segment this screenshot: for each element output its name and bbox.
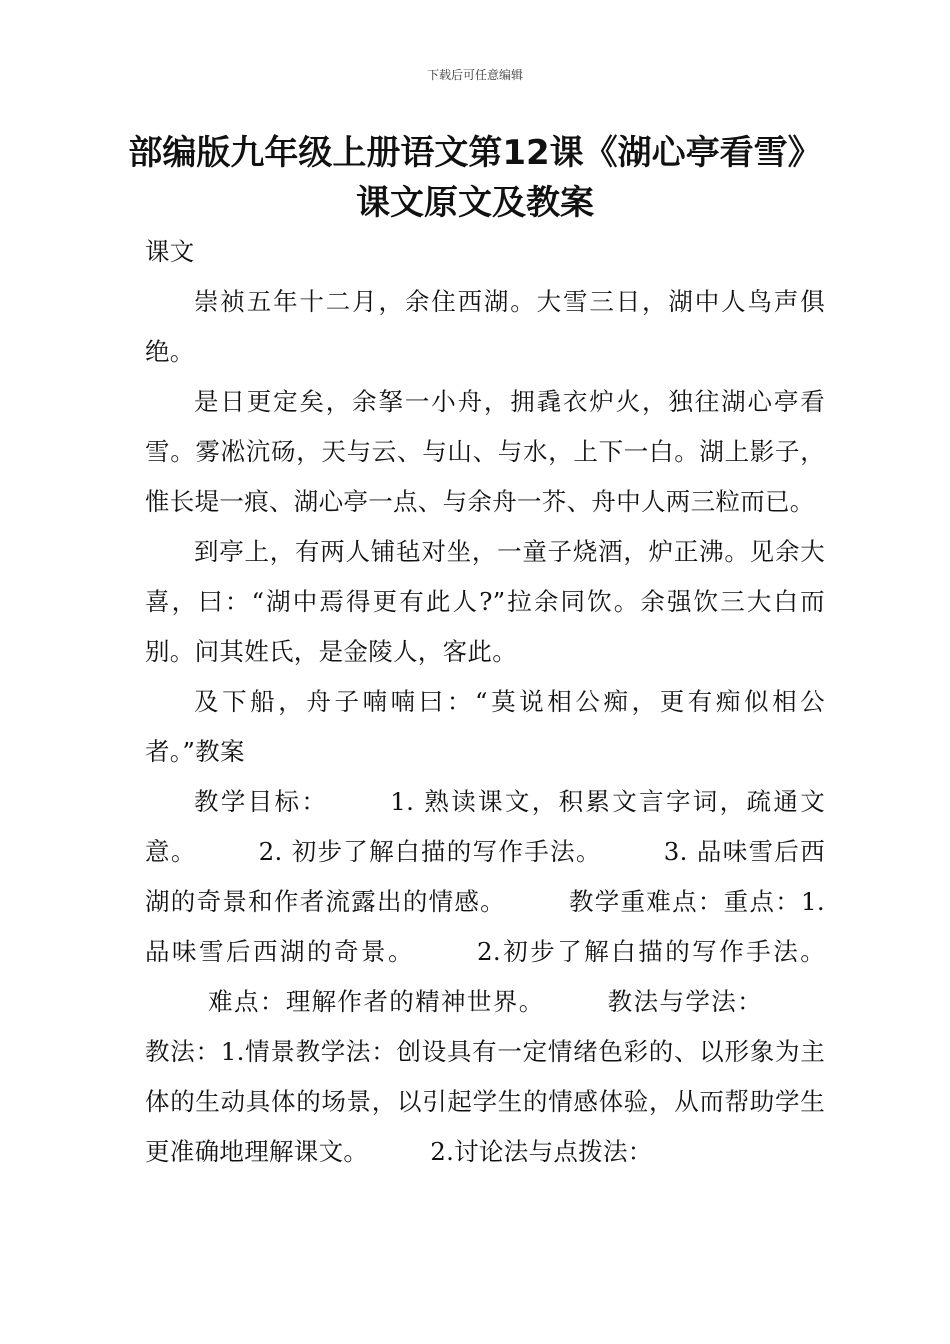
paragraph-4: 及下船，舟子喃喃曰：“莫说相公痴，更有痴似相公者。”教案 [145, 687, 825, 766]
paragraph-3: 到亭上，有两人铺毡对坐，一童子烧酒，炉正沸。见余大喜，曰：“湖中焉得更有此人?”拉余同饮。余强饮三大白而别。问其姓氏，是金陵人，客此。 [145, 537, 825, 666]
header-note: 下载后可任意编辑 [426, 68, 523, 82]
section-label: 课文 [145, 237, 195, 266]
key-points: 重点：1.品味雪后西湖的奇景。 [145, 887, 825, 966]
lesson-plan-paragraph [145, 777, 825, 1177]
difficulty: 难点：理解作者的精神世界。 [207, 987, 545, 1016]
objective-3: 3. 品味雪后西湖的奇景和作者流露出的情感。 [145, 837, 825, 916]
objective-2: 2. 初步了解白描的写作手法。 [258, 837, 602, 866]
objectives-label: 教学目标： [194, 787, 329, 816]
document-body [145, 227, 825, 1177]
key-points-2: 2.初步了解白描的写作手法。 [477, 937, 826, 966]
paragraph-1: 崇祯五年十二月，余住西湖。大雪三日，湖中人鸟声俱绝。 [145, 287, 825, 366]
document-title: 部编版九年级上册语文第12课《湖心亭看雪》课文原文及教案 [128, 133, 822, 223]
method-2: 2.讨论法与点拨法： [430, 1137, 653, 1166]
teaching-methods: 教法：1.情景教学法：创设具有一定情绪色彩的、以形象为主体的生动具体的场景，以引起学生的情感体验，从而帮助学生更准确地理解课文。 [145, 1037, 825, 1166]
key-points-label: 教学重难点： [567, 887, 724, 916]
methods-label: 教法与学法： [606, 987, 763, 1016]
objective-1: 1. 熟读课文，积累文言字词，疏通文意。 [145, 787, 825, 866]
paragraph-2: 是日更定矣，余拏一小舟，拥毳衣炉火，独往湖心亭看雪。雾凇沆砀，天与云、与山、与水，上下一白。湖上影子，惟长堤一痕、湖心亭一点、与余舟一芥、舟中人两三粒而已。 [145, 387, 825, 516]
